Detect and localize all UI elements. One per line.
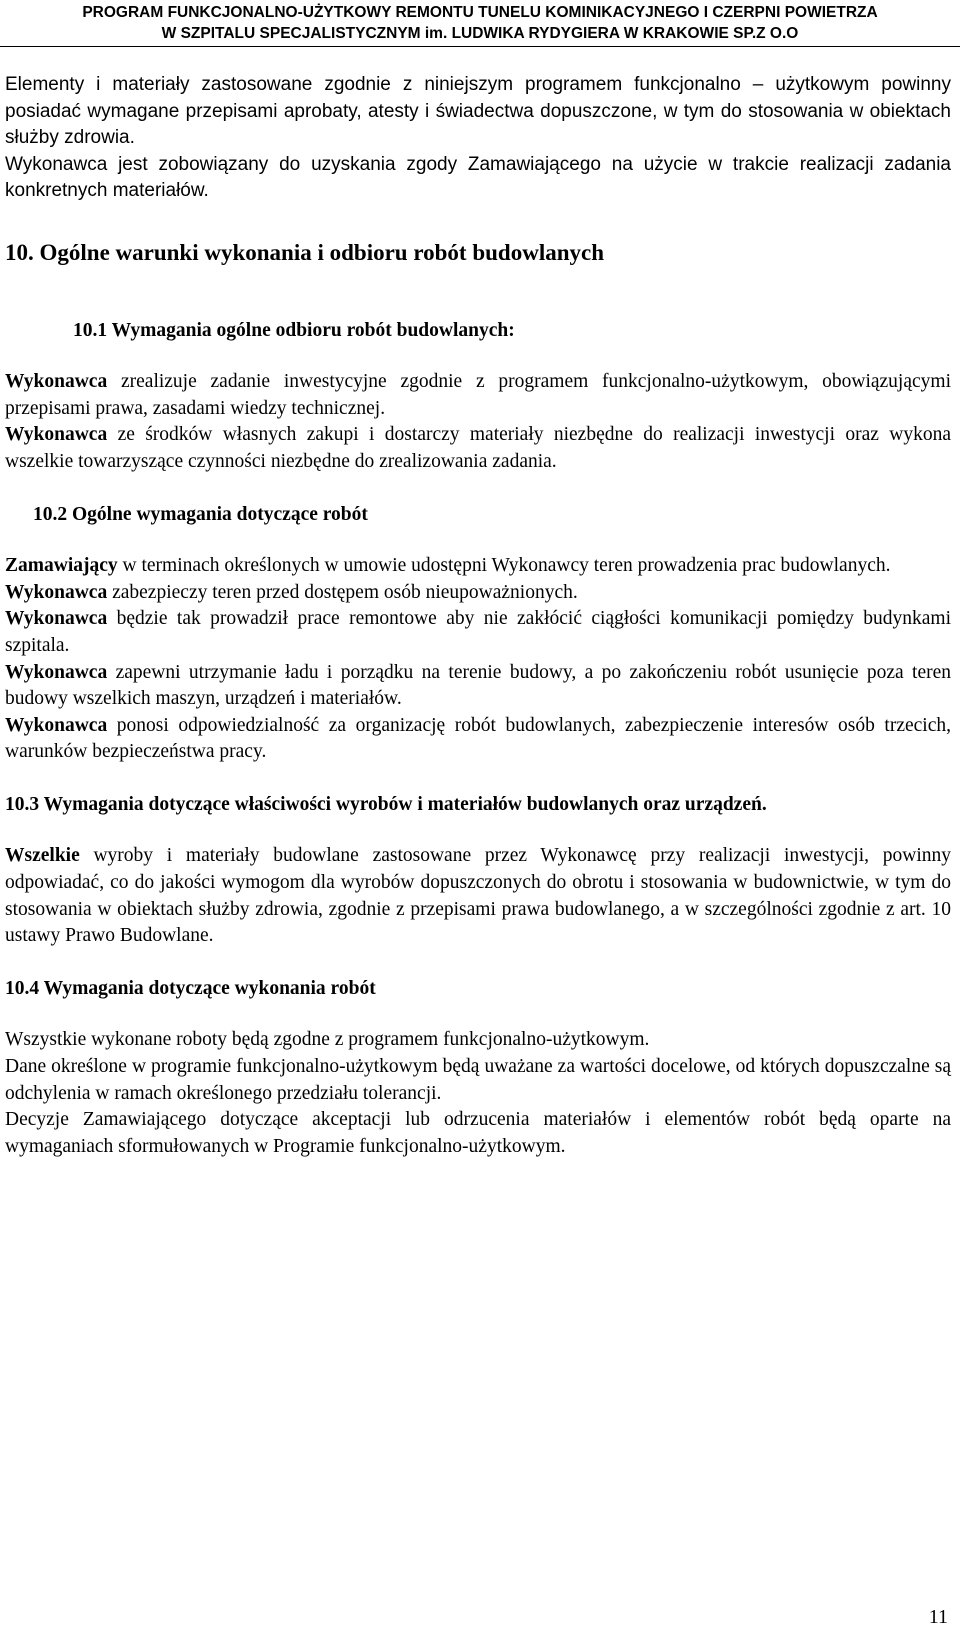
s10-2-p1-bold: Zamawiający: [5, 555, 118, 577]
s10-1-paragraph-2: [5, 422, 951, 475]
s10-3-paragraph-1: [5, 843, 951, 949]
document-body: [5, 72, 951, 1160]
section-10-heading: 10. Ogólne warunki wykonania i odbioru robót budowlanych: [5, 239, 605, 265]
s10-2-paragraph-1: [5, 553, 951, 580]
s10-4-paragraph-1: Wszystkie wykonane roboty będą zgodne z programem funkcjonalno-użytkowym.: [5, 1029, 650, 1051]
s10-2-p4-text: zapewni utrzymanie ładu i porządku na terenie budowy, a po zakończeniu robót usunięcie poza teren budowy wszelkich maszyn, urządzeń i materiałów.: [5, 661, 951, 710]
s10-4-paragraph-2: Dane określone w programie funkcjonalno-użytkowym będą uważane za wartości docelowe, od których dopuszczalne są odchylenia w ramach określonego przedziału tolerancji.: [5, 1056, 951, 1104]
s10-2-p5-bold: Wykonawca: [5, 714, 108, 736]
section-10-3-heading: 10.3 Wymagania dotyczące właściwości wyrobów i materiałów budowlanych oraz urządzeń.: [5, 793, 767, 815]
intro-paragraph-2: Wykonawca jest zobowiązany do uzyskania zgody Zamawiającego na użycie w trakcie realizacji zadania konkretnych materiałów.: [5, 153, 951, 202]
s10-1-p2-text: ze środków własnych zakupi i dostarczy materiały niezbędne do realizacji inwestycji oraz wykona wszelkie towarzyszące czynności niezbędne do zrealizowania zadania.: [5, 424, 951, 472]
s10-2-p3-text: będzie tak prowadził prace remontowe aby nie zakłócić ciągłości komunikacji pomiędzy budynkami szpitala.: [5, 608, 951, 656]
s10-2-paragraph-2: [5, 580, 951, 607]
section-10-4-heading: 10.4 Wymagania dotyczące wykonania robót: [5, 977, 376, 999]
header-divider: [0, 46, 960, 47]
s10-2-p2-bold: Wykonawca: [5, 581, 108, 603]
s10-3-p1-text: wyroby i materiały budowlane zastosowane przez Wykonawcę przy realizacji inwestycji, powinny odpowiadać, co do jakości wymogom dla wyrobów dopuszczonych do obrotu i stosowania w budownictwie, w tym do stosowania w obiektach służby zdrowia, zgodnie z przepisami prawa budowlanego, a w szczególności zgodnie z art. 10 ustawy Prawo Budowlane.: [5, 845, 951, 947]
s10-1-p1-text: zrealizuje zadanie inwestycyjne zgodnie z programem funkcjonalno-użytkowym, obowiązującymi przepisami prawa, zasadami wiedzy technicznej.: [5, 371, 951, 419]
s10-2-p4-bold: Wykonawca: [5, 661, 108, 683]
s10-2-p3-bold: Wykonawca: [5, 608, 108, 630]
s10-2-paragraph-4: [5, 660, 951, 713]
s10-2-p5-text: ponosi odpowiedzialność za organizację robót budowlanych, zabezpieczenie interesów osób trzecich, warunków bezpieczeństwa pracy.: [5, 714, 951, 763]
document-header: [0, 2, 960, 44]
section-10-2-heading: 10.2 Ogólne wymagania dotyczące robót: [33, 503, 368, 525]
s10-1-p1-bold: Wykonawca: [5, 371, 108, 393]
header-line-1: PROGRAM FUNKCJONALNO-UŻYTKOWY REMONTU TUNELU KOMINIKACYJNEGO I CZERPNI POWIETRZA: [82, 4, 878, 21]
intro-section: [5, 72, 951, 205]
page-number: 11: [928, 1606, 948, 1628]
s10-2-p2-text: zabezpieczy teren przed dostępem osób nieupoważnionych.: [107, 581, 578, 603]
s10-2-paragraph-5: [5, 713, 951, 766]
section-10-1-heading: 10.1 Wymagania ogólne odbioru robót budowlanych:: [73, 319, 515, 341]
intro-paragraph-1: Elementy i materiały zastosowane zgodnie z niniejszym programem funkcjonalno – użytkowym powinny posiadać wymagane przepisami aprobaty, atesty i świadectwa dopuszczone, w tym do stosowania w obiektach służby zdrowia.: [5, 74, 951, 149]
s10-2-p1-text: w terminach określonych w umowie udostępni Wykonawcy teren prowadzenia prac budowlanych.: [117, 555, 891, 577]
header-line-2: W SZPITALU SPECJALISTYCZNYM im. LUDWIKA RYDYGIERA W KRAKOWIE SP.Z O.O: [161, 25, 799, 42]
s10-3-p1-bold: Wszelkie: [5, 845, 80, 867]
s10-1-p2-bold: Wykonawca: [5, 424, 108, 446]
s10-1-paragraph-1: [5, 369, 951, 422]
s10-4-paragraph-3: Decyzje Zamawiającego dotyczące akceptacji lub odrzucenia materiałów i elementów robót będą oparte na wymaganiach sformułowanych w Programie funkcjonalno-użytkowym.: [5, 1109, 951, 1157]
s10-2-paragraph-3: [5, 606, 951, 659]
